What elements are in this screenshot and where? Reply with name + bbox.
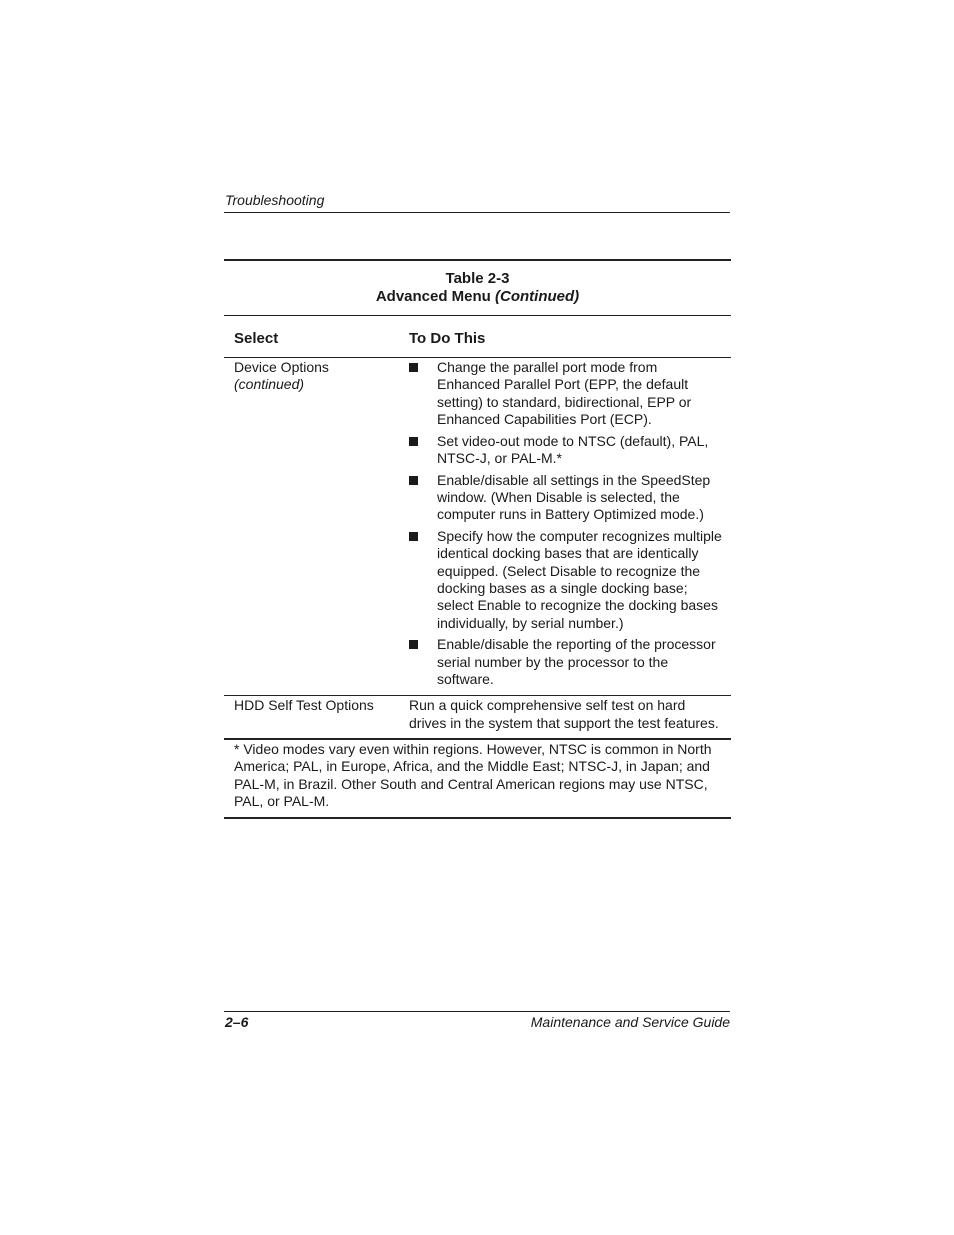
bullet-text: Specify how the computer recognizes multiple identical docking bases that are identically equipped. (Select Disable to recognize the docking bases as a single docking base; select Enable to recognize the docking bases individually, by serial number.) (437, 528, 722, 631)
table-caption (224, 261, 731, 315)
todo-cell: Run a quick comprehensive self test on hard drives in the system that support the test features. (409, 697, 719, 731)
column-header-select: Select (234, 330, 279, 347)
table-row (224, 696, 731, 738)
select-label: HDD Self Test Options (234, 697, 374, 714)
select-cell (224, 697, 409, 732)
select-sublabel: (continued) (234, 376, 305, 393)
column-header-todo: To Do This (409, 330, 486, 347)
column-header-row (224, 316, 731, 357)
todo-bullet-list (409, 359, 731, 688)
square-bullet-icon (409, 363, 418, 372)
bullet-text: Change the parallel port mode from Enhanced Parallel Port (EPP, the default setting) to standard, bidirectional, EPP or Enhanced Capabilities Port (ECP). (437, 359, 692, 427)
book-title: Maintenance and Service Guide (530, 1014, 730, 1030)
table-number: Table 2-3 (445, 270, 510, 287)
bullet-item (409, 433, 731, 468)
square-bullet-icon (409, 437, 418, 446)
table-title: Advanced Menu (375, 288, 491, 305)
table-footnote: * Video modes vary even within regions. However, NTSC is common in North America; PAL, in Europe, Africa, and the Middle East; NTSC-J, in Japan; and PAL-M, in Brazil. Other South and Central American regions may use NTSC, PAL, or PAL-M. (234, 740, 712, 809)
bullet-item (409, 528, 731, 632)
square-bullet-icon (409, 640, 418, 649)
bullet-text: Enable/disable all settings in the SpeedStep window. (When Disable is selected, the computer runs in Battery Optimized mode.) (437, 471, 711, 523)
page-number: 2–6 (225, 1014, 249, 1030)
bullet-item (409, 472, 731, 524)
table-row (224, 358, 731, 695)
square-bullet-icon (409, 476, 418, 485)
todo-cell (409, 359, 731, 688)
select-label: Device Options (234, 359, 329, 375)
select-cell (224, 359, 409, 688)
table-title-line (224, 288, 731, 306)
running-head: Troubleshooting (225, 192, 325, 208)
advanced-menu-table (224, 259, 731, 819)
bullet-text: Enable/disable the reporting of the processor serial number by the processor to the software. (437, 636, 716, 688)
table-title-suffix: (Continued) (495, 288, 580, 305)
bullet-text: Set video-out mode to NTSC (default), PAL, NTSC-J, or PAL-M.* (437, 432, 709, 466)
bullet-item (409, 636, 731, 688)
square-bullet-icon (409, 532, 418, 541)
table-bottom-rule (224, 817, 731, 819)
footer-divider (224, 1011, 730, 1012)
bullet-item (409, 359, 731, 428)
header-divider (224, 212, 730, 213)
